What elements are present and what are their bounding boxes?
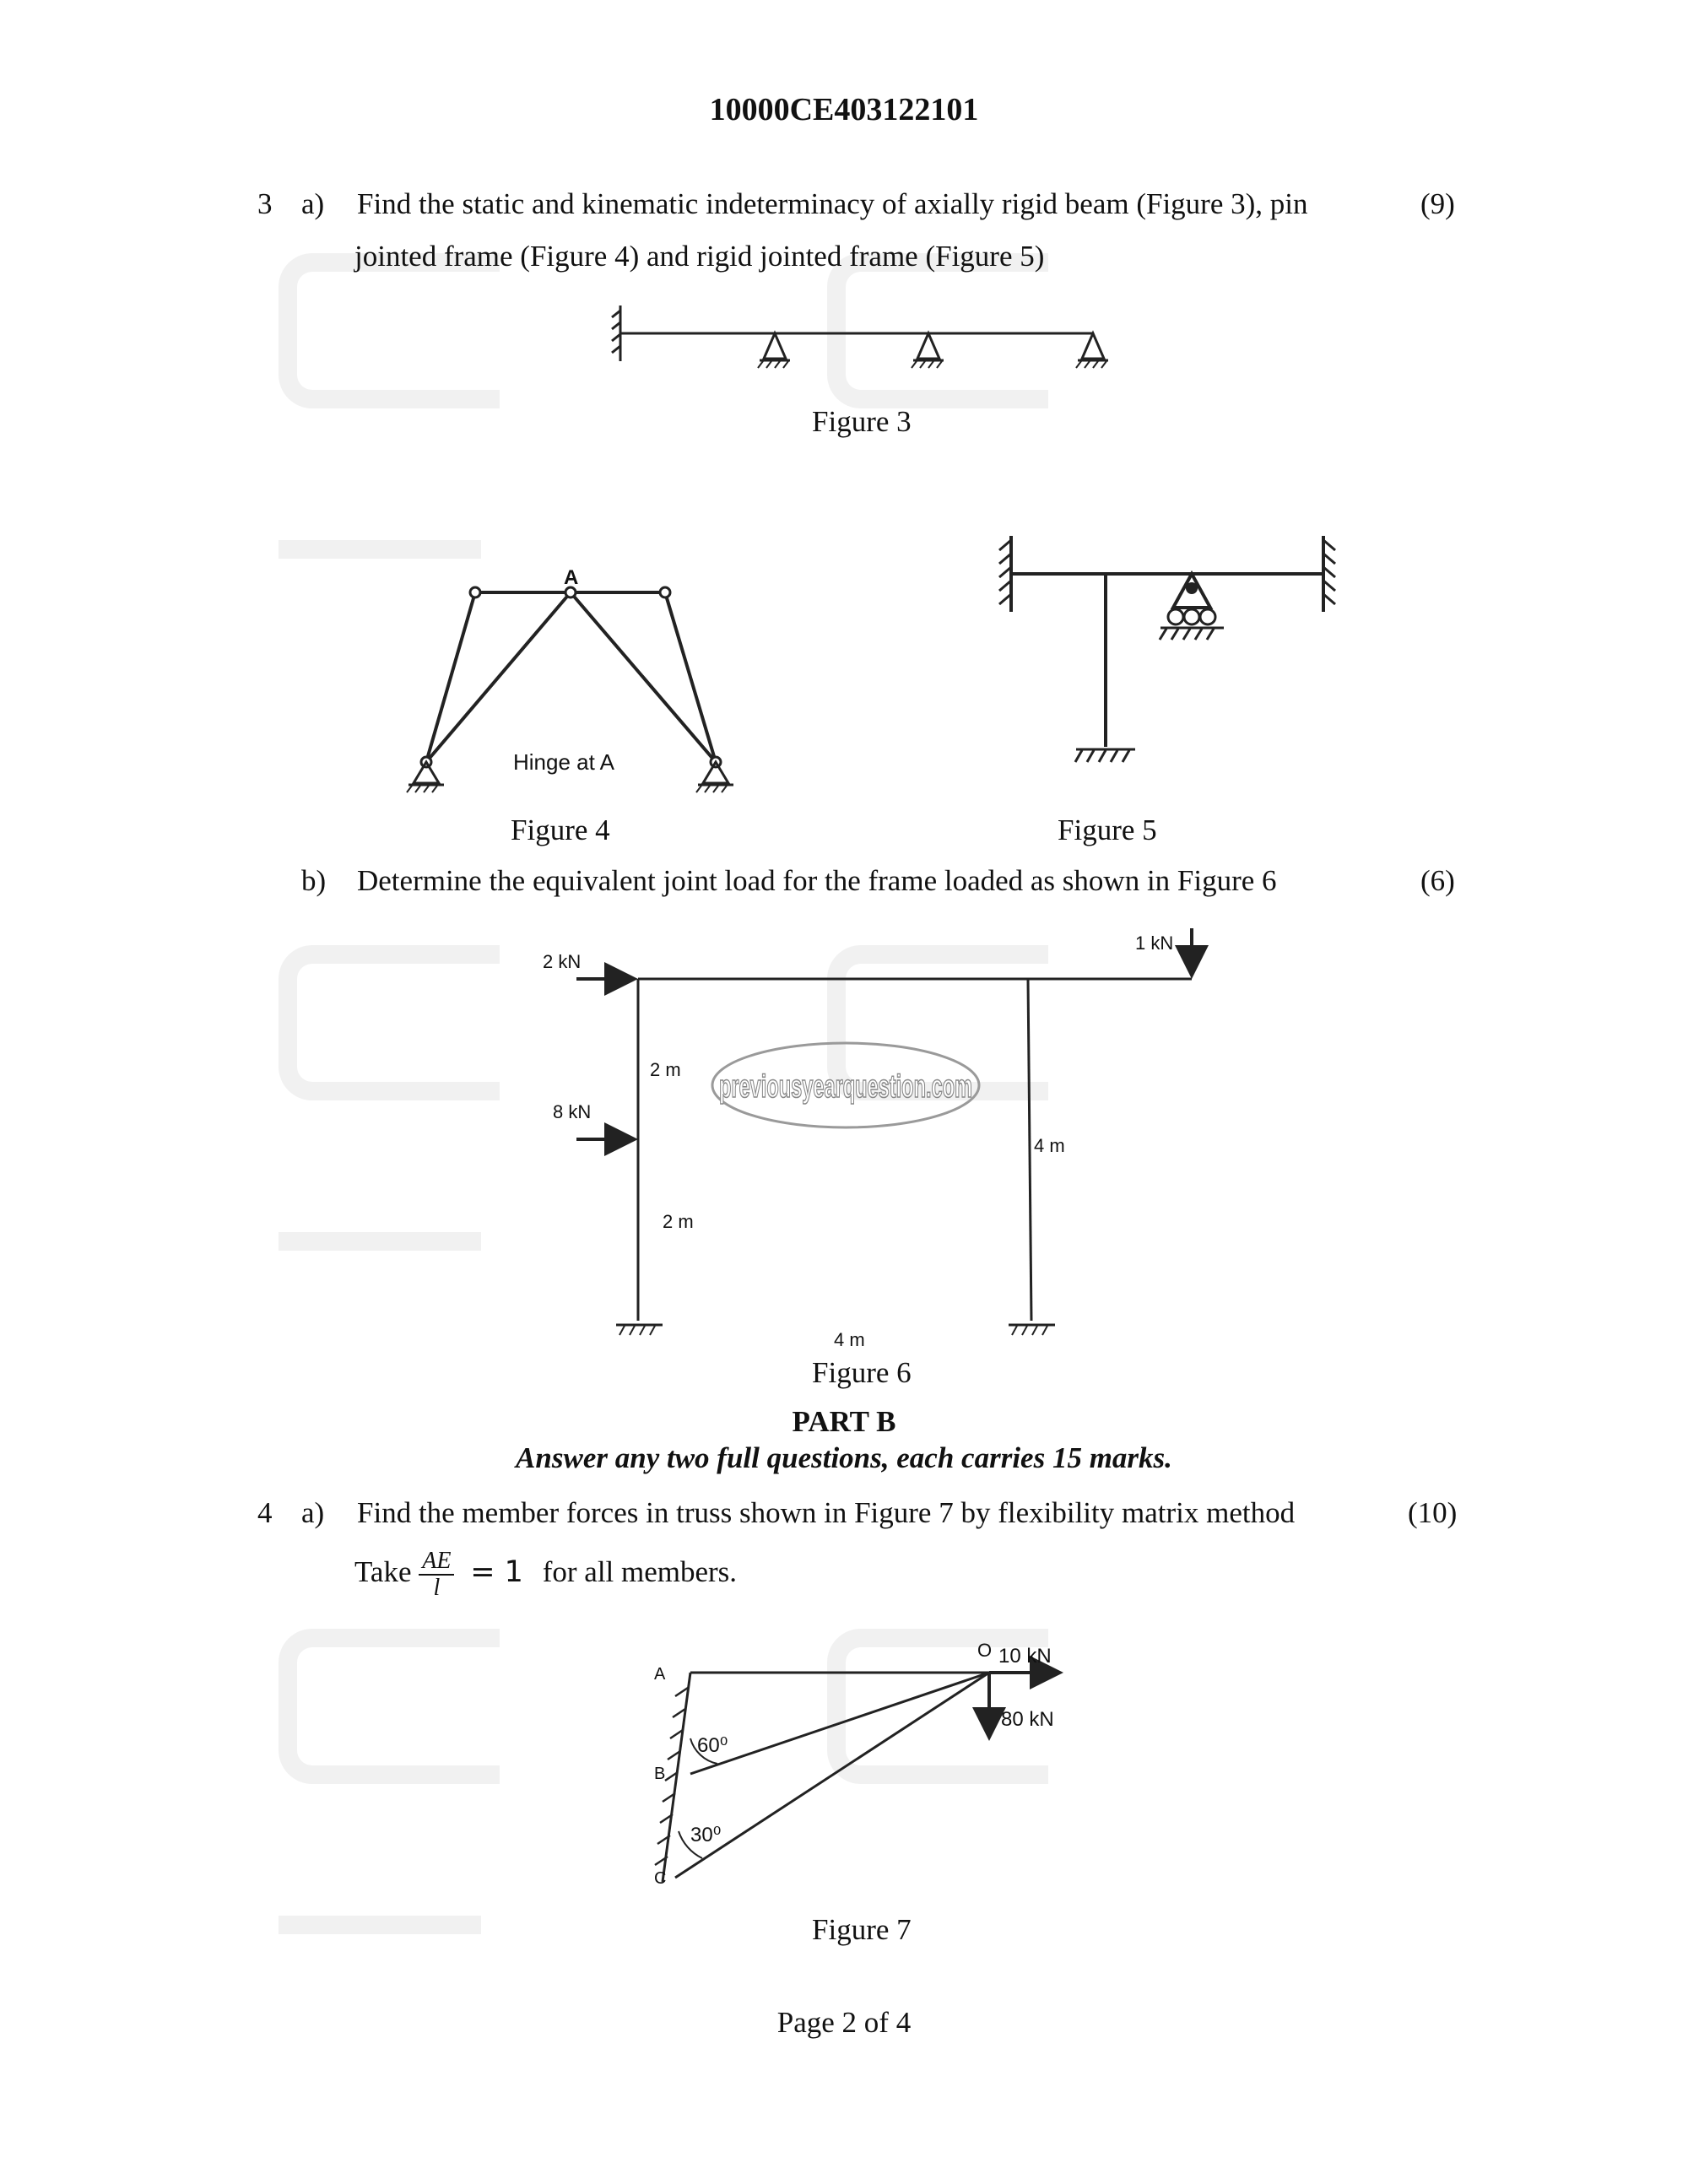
part-b-instruction: Answer any two full questions, each carries 15 marks. — [516, 1441, 1172, 1474]
q3b-marks: (6) — [1420, 864, 1455, 897]
part-b-title: PART B — [792, 1405, 896, 1438]
figure-5-caption: Figure 5 — [1058, 814, 1157, 846]
figure-6-load-2kn: 2 kN — [543, 951, 582, 972]
q4a-take: Take — [354, 1555, 412, 1589]
figure-7-label-a: A — [654, 1665, 666, 1684]
q3-number: 3 — [257, 187, 273, 220]
paper-code: 10000CE403122101 — [709, 92, 979, 127]
page-number: Page 2 of 4 — [776, 2006, 912, 2039]
q4-number: 4 — [257, 1496, 273, 1529]
figure-3-caption: Figure 3 — [812, 405, 912, 438]
q4a-marks: (10) — [1408, 1496, 1458, 1529]
fraction-denominator: l — [433, 1575, 441, 1601]
figure-6-dim-upper: 2 m — [650, 1059, 681, 1080]
q4a-suffix: for all members. — [542, 1555, 738, 1589]
figure-6-load-1kn: 1 kN — [1135, 933, 1174, 954]
q3b-label: b) — [301, 864, 327, 897]
figure-6-dim-bottom: 4 m — [834, 1329, 865, 1350]
figure-6-dim-lower: 2 m — [663, 1211, 694, 1232]
figure-6-caption: Figure 6 — [812, 1356, 912, 1389]
figure-4-label-a: A — [564, 566, 579, 589]
figure-7-angle-30: 30⁰ — [690, 1824, 722, 1846]
q4a-label: a) — [301, 1496, 325, 1529]
figure-4-hinge-note: Hinge at A — [513, 749, 614, 775]
q3a-text-line2: jointed frame (Figure 4) and rigid jointed frame (Figure 5) — [354, 240, 1045, 273]
figure-7-label-o: O — [977, 1640, 993, 1661]
figure-6-load-8kn: 8 kN — [553, 1101, 592, 1122]
q3b-text: Determine the equivalent joint load for the frame loaded as shown in Figure 6 — [357, 864, 1277, 897]
q4a-equals: = 1 — [470, 1555, 523, 1590]
figure-6-dim-right: 4 m — [1034, 1135, 1065, 1156]
q4a-text-line1: Find the member forces in truss shown in Figure 7 by flexibility matrix method — [357, 1496, 1296, 1529]
fraction-numerator: AE — [419, 1549, 454, 1576]
q3a-marks: (9) — [1420, 187, 1455, 220]
figure-4-caption: Figure 4 — [511, 814, 610, 846]
figure-7-label-b: B — [654, 1765, 666, 1783]
figure-7-caption: Figure 7 — [812, 1913, 912, 1946]
figure-7-angle-60: 60⁰ — [697, 1734, 728, 1757]
q3a-label: a) — [301, 187, 325, 220]
figure-7-label-c: C — [654, 1869, 667, 1888]
q3a-text-line1: Find the static and kinematic indeterminacy of axially rigid beam (Figure 3), pin — [357, 187, 1308, 220]
watermark-logo-text: previousyearquestion.com — [719, 1069, 972, 1105]
figure-7-load-10kn: 10 kN — [998, 1645, 1052, 1668]
figure-7-load-80kn: 80 kN — [1001, 1708, 1054, 1731]
